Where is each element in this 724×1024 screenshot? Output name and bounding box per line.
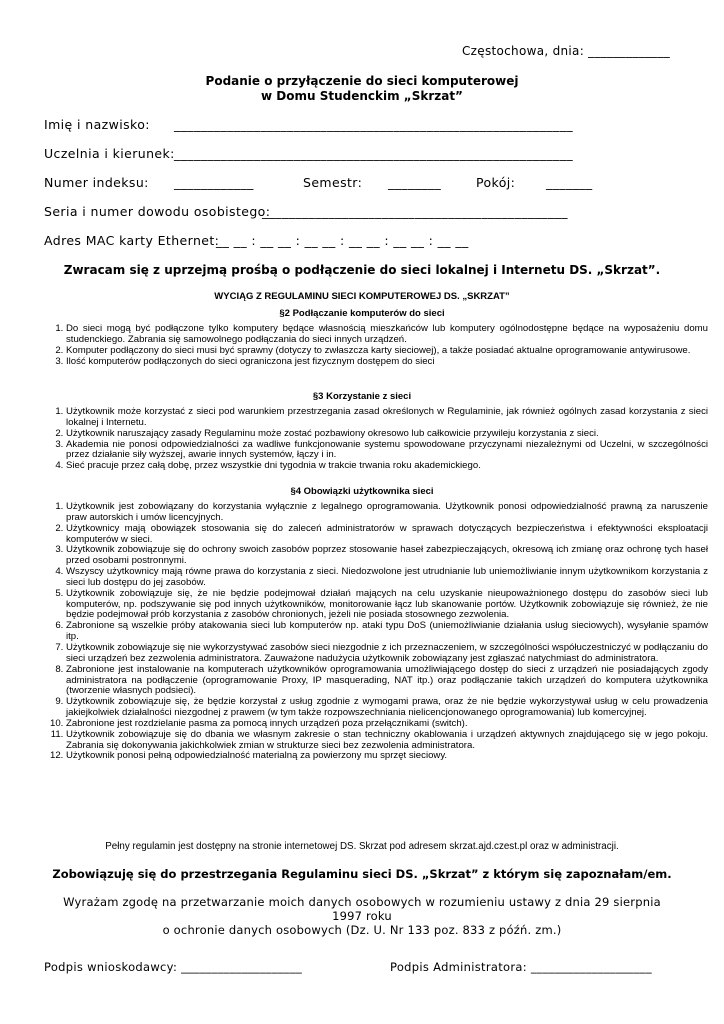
list-item: 11. Użytkownik zobowiązuje się do dbania we własnym zakresie o stan techniczny okablowania i urządzeń aktywnych znajdującego się w jego pokoju. Zabrania się dokonywania jakichkolwiek zmian w strukturze sieci bez zezwolenia administratora. xyxy=(66,730,708,752)
semester-label: Semestr: xyxy=(303,175,363,190)
list-item: 10. Zabronione jest rozdzielanie pasma za pomocą innych urządzeń poza przełącznikami (switch). xyxy=(66,719,708,730)
room-label: Pokój: xyxy=(476,175,516,190)
section-title: §2 Podłączanie komputerów do sieci xyxy=(279,308,445,319)
list-item: 4. Wszyscy użytkownicy mają równe prawa do korzystania z sieci. Niedozwolone jest utrudnianie lub uniemożliwianie innym użytkownikom korzystania z sieci lub dostępu do jej zasobów. xyxy=(66,567,708,589)
consent-statement xyxy=(60,895,664,937)
rules-list-section-3 xyxy=(40,407,708,472)
list-item: 4. Sieć pracuje przez całą dobę, przez wszystkie dni tygodnia w trakcie trwania roku akademickiego. xyxy=(66,461,708,472)
semester-field[interactable]: ________ xyxy=(388,175,442,190)
id-field[interactable]: ______________________________________________ xyxy=(262,204,568,219)
list-item: 8. Zabronione jest instalowanie na komputerach użytkowników oprogramowania umożliwiającego dostęp do sieci z urządzeń nie posiadających zgody administratora na podłączenie (oprogramowanie Proxy, IP masquerading, NAT itp.) oraz podłączanie takich urządzeń do komputera użytkownika (tworzenie własnych podsieci). xyxy=(66,665,708,698)
room-field[interactable]: _______ xyxy=(546,175,593,190)
list-item: 9. Użytkownik zobowiązuje się, że będzie korzystał z usług zgodnie z wymogami prawa, oraz że nie będzie wykorzystywał usług w celu prowadzenia jakiejkolwiek działalności niezgodnej z prawem (w tym także rozpowszechniania nielicencjonowanego oprogramowania) lub komercyjnej. xyxy=(66,697,708,719)
name-label: Imię i nazwisko: xyxy=(44,117,150,132)
request-statement: Zwracam się z uprzejmą prośbą o podłączenie do sieci lokalnej i Internetu DS. „Skrzat”. xyxy=(63,263,661,277)
regulations-footnote: Pełny regulamin jest dostępny na stronie internetowej DS. Skrzat pod adresem skrzat.ajd.czest.pl oraz w administracji. xyxy=(105,841,619,852)
commitment-statement: Zobowiązuję się do przestrzegania Regulaminu sieci DS. „Skrzat” z którym się zapoznałam/em. xyxy=(52,867,672,881)
name-field[interactable]: ____________________________________________________________ xyxy=(174,117,573,132)
admin-signature-field[interactable]: Podpis Administratora: ____________________ xyxy=(390,960,652,974)
rules-list-section-4 xyxy=(40,502,708,762)
list-item: 2. Użytkownicy mają obowiązek stosowania się do zaleceń administratorów w sprawach dotyczących bezpieczeństwa i efektywności eksploatacji komputerów w sieci. xyxy=(66,524,708,546)
index-label: Numer indeksu: xyxy=(44,175,149,190)
list-item: 1. Do sieci mogą być podłączone tylko komputery będące własnością mieszkańców lub komputery ogólnodostępne będące na wyposażeniu domu studenckiego. Zabrania się samowolnego podłączania do sieci innych urządzeń. xyxy=(66,324,708,346)
id-label: Seria i numer dowodu osobistego: xyxy=(44,204,271,219)
date-line: Częstochowa, dnia: _____________ xyxy=(462,44,671,58)
title-line-2: w Domu Studenckim „Skrzat” xyxy=(261,89,463,103)
section-title: §4 Obowiązki użytkownika sieci xyxy=(290,486,434,497)
title-line-1: Podanie o przyłączenie do sieci komputerowej xyxy=(205,74,519,88)
list-item: 1. Użytkownik jest zobowiązany do korzystania wyłącznie z legalnego oprogramowania. Użytkownik ponosi odpowiedzialność prawną za naruszenie praw autorskich i umów licencyjnych. xyxy=(66,502,708,524)
mac-label: Adres MAC karty Ethernet: xyxy=(44,233,220,248)
university-field[interactable]: ____________________________________________________________ xyxy=(174,146,573,161)
consent-line-1: Wyrażam zgodę na przetwarzanie moich danych osobowych w rozumieniu ustawy z dnia 29 sierpnia 1997 roku xyxy=(63,895,661,923)
list-item: 7. Użytkownik zobowiązuje się nie wykorzystywać zasobów sieci niezgodnie z ich przeznaczeniem, w szczególności współuczestniczyć w podłączaniu do sieci urządzeń bez zezwolenia administratora. Zauważone nadużycia użytkownik zobowiązany jest zgłaszać natychmiast do administratora. xyxy=(66,643,708,665)
applicant-signature-field[interactable]: Podpis wnioskodawcy: ____________________ xyxy=(44,960,303,974)
document-title xyxy=(0,74,724,104)
list-item: 2. Użytkownik naruszający zasady Regulaminu może zostać pozbawiony okresowo lub całkowicie przywileju korzystania z sieci. xyxy=(66,429,708,440)
regulations-heading: WYCIĄG Z REGULAMINU SIECI KOMPUTEROWEJ DS. „SKRZAT” xyxy=(214,291,510,302)
list-item: 5. Użytkownik zobowiązuje się, że nie będzie podejmował działań mających na celu uzyskanie nieupoważnionego dostępu do zasobów sieci lub komputerów, np. podszywanie się pod innych użytkowników, monitorowanie łącz lub skanowanie portów. Użytkownik zobowiązuje się również, że nie będzie podejmował prób korzystania z zasobów chronionych, jeżeli nie posiada stosownego zezwolenia. xyxy=(66,589,708,622)
consent-line-2: o ochronie danych osobowych (Dz. U. Nr 133 poz. 833 z późń. zm.) xyxy=(162,923,562,937)
list-item: 3. Ilość komputerów podłączonych do sieci ograniczona jest fizycznym dostępem do sieci xyxy=(66,357,708,368)
list-item: 2. Komputer podłączony do sieci musi być sprawny (dotyczy to zwłaszcza karty sieciowej), a także posiadać aktualne oprogramowanie antywirusowe. xyxy=(66,346,708,357)
list-item: 12. Użytkownik ponosi pełną odpowiedzialność materialną za powierzony mu sprzęt sieciowy. xyxy=(66,751,708,762)
mac-field[interactable]: __ __ : __ __ : __ __ : __ __ : __ __ : __ __ xyxy=(216,233,469,248)
list-item: 1. Użytkownik może korzystać z sieci pod warunkiem przestrzegania zasad określonych w Regulaminie, jak również ogólnych zasad korzystania z sieci lokalnej i Internetu. xyxy=(66,407,708,429)
rules-list-section-2 xyxy=(40,324,708,367)
list-item: 3. Akademia nie ponosi odpowiedzialności za wadliwe funkcjonowanie systemu spowodowane przyczynami niezależnymi od Uczelni, w szczególności przez działanie siły wyższej, awarie innych systemów, łączy i in. xyxy=(66,440,708,462)
section-title: §3 Korzystanie z sieci xyxy=(312,391,412,402)
list-item: 3. Użytkownik zobowiązuje się do ochrony swoich zasobów poprzez stosowanie haseł zabezpieczających, okresową ich zmianę oraz ochronę tych haseł przed osobami postronnymi. xyxy=(66,545,708,567)
list-item: 6. Zabronione są wszelkie próby atakowania sieci lub komputerów np. ataki typu DoS (uniemożliwianie działania usług sieciowych), wysyłanie spamów itp. xyxy=(66,621,708,643)
university-label: Uczelnia i kierunek: xyxy=(44,146,175,161)
index-field[interactable]: ____________ xyxy=(174,175,254,190)
